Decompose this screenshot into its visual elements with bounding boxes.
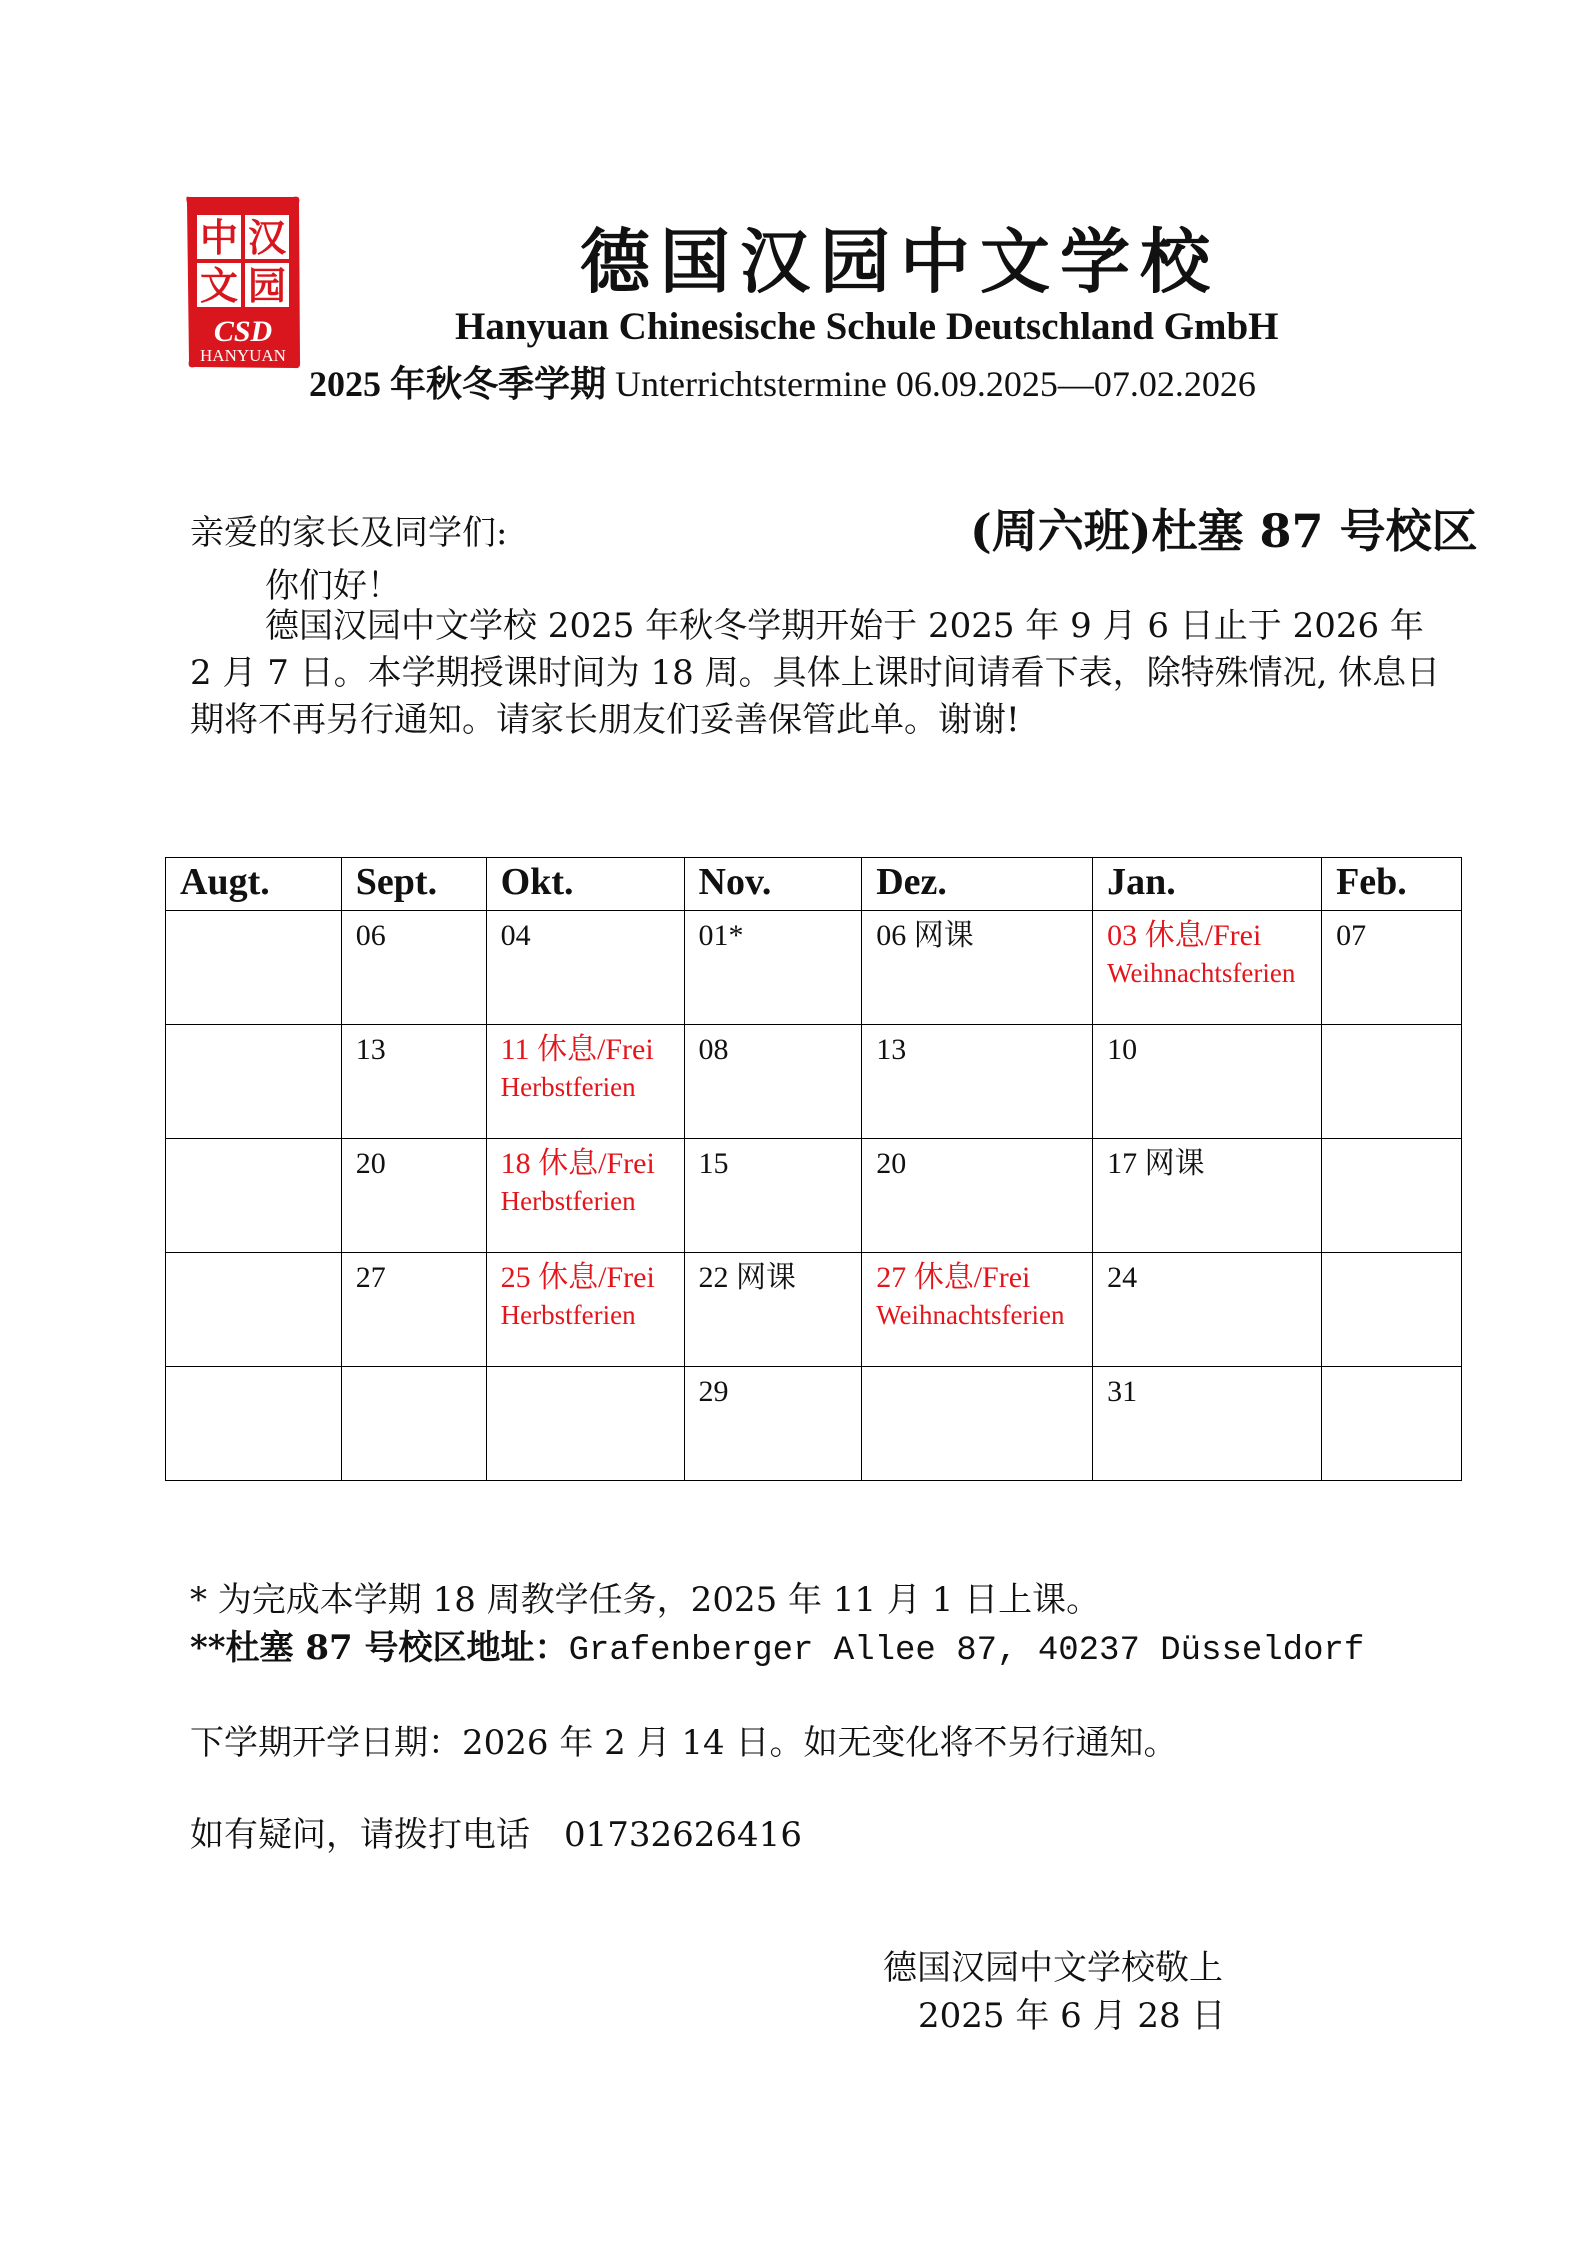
schedule-cell: [862, 1253, 1093, 1367]
schedule-row: [166, 1025, 1462, 1139]
cell-holiday-note: Herbstferien: [500, 1072, 636, 1102]
schedule-cell: [1093, 1253, 1322, 1367]
school-logo: [183, 193, 303, 371]
cell-date: 18 休息/Frei: [500, 1147, 655, 1180]
logo-char: 汉: [247, 216, 287, 260]
next-term-date: 下学期开学日期：2026 年 2 月 14 日。如无变化将不另行通知。: [190, 1723, 1178, 1763]
cell-holiday-note: Weihnachtsferien: [1107, 958, 1296, 988]
signature-date: 2025 年 6 月 28 日: [918, 1996, 1226, 2036]
schedule-cell: [166, 1025, 342, 1139]
cell-date: 07: [1336, 919, 1367, 952]
term-label: 2025 年秋冬季学期: [309, 364, 607, 404]
logo-char: 文: [199, 264, 239, 308]
cell-date: 17 网课: [1107, 1147, 1205, 1180]
schedule-cell: [684, 1367, 862, 1481]
schedule-cell: [486, 1025, 684, 1139]
schedule-cell: [684, 1025, 862, 1139]
school-title: 德国汉园中文学校: [580, 220, 1220, 303]
schedule-row: [166, 911, 1462, 1025]
hello-line: 你们好！: [265, 566, 401, 606]
logo-mark: CSD: [213, 315, 273, 348]
schedule-cell: [166, 911, 342, 1025]
schedule-cell: [166, 1367, 342, 1481]
schedule-row: [166, 1253, 1462, 1367]
schedule-cell: [1322, 1139, 1462, 1253]
school-subtitle: Hanyuan Chinesische Schule Deutschland GmbH: [455, 305, 1279, 348]
schedule-cell: [1093, 911, 1322, 1025]
term-line: [309, 356, 1256, 407]
schedule-cell: [486, 911, 684, 1025]
schedule-header-row: [166, 858, 1462, 911]
cell-holiday-note: Weihnachtsferien: [876, 1300, 1065, 1330]
schedule-cell: [1322, 1025, 1462, 1139]
schedule-cell: [1322, 1253, 1462, 1367]
schedule-cell: [341, 1253, 486, 1367]
cell-date: 25 休息/Frei: [500, 1261, 655, 1294]
schedule-cell: [1322, 911, 1462, 1025]
schedule-cell: [684, 911, 862, 1025]
signature: 德国汉园中文学校敬上: [883, 1948, 1223, 1988]
term-dates: Unterrichtstermine 06.09.2025—07.02.2026: [606, 364, 1256, 404]
schedule-row: [166, 1367, 1462, 1481]
schedule-cell: [486, 1253, 684, 1367]
cell-date: 11 休息/Frei: [500, 1033, 654, 1066]
cell-date: 20: [355, 1147, 386, 1180]
schedule-cell: [486, 1139, 684, 1253]
cell-date: 13: [355, 1033, 386, 1066]
contact-phone: 如有疑问，请拨打电话 01732626416: [190, 1815, 802, 1855]
cell-holiday-note: Herbstferien: [500, 1186, 636, 1216]
cell-date: 27 休息/Frei: [876, 1261, 1031, 1294]
schedule-cell: [862, 1139, 1093, 1253]
schedule-cell: [1093, 1367, 1322, 1481]
schedule-cell: [486, 1367, 684, 1481]
month-header: Jan.: [1093, 858, 1322, 911]
logo-name: HANYUAN: [200, 346, 286, 365]
schedule-cell: [862, 1025, 1093, 1139]
cell-date: 13: [876, 1033, 907, 1066]
month-header: Feb.: [1322, 858, 1462, 911]
greeting: 亲爱的家长及同学们:: [190, 513, 508, 553]
cell-date: 01*: [698, 919, 744, 952]
cell-date: 20: [876, 1147, 907, 1180]
cell-date: 22 网课: [698, 1261, 796, 1294]
month-header: Okt.: [486, 858, 684, 911]
schedule-cell: [1322, 1367, 1462, 1481]
cell-holiday-note: Herbstferien: [500, 1300, 636, 1330]
cell-date: 31: [1107, 1375, 1138, 1408]
cell-date: 24: [1107, 1261, 1138, 1294]
cell-date: 29: [698, 1375, 729, 1408]
schedule-cell: [341, 1139, 486, 1253]
campus-heading: (周六班)杜塞 87 号校区: [970, 504, 1478, 558]
address-value: Grafenberger Allee 87, 40237 Düsseldorf: [568, 1632, 1365, 1670]
schedule-cell: [862, 911, 1093, 1025]
footnote-extra-class: * 为完成本学期 18 周教学任务，2025 年 11 月 1 日上课。: [190, 1580, 1101, 1620]
cell-date: 03 休息/Frei: [1107, 919, 1262, 952]
schedule-cell: [166, 1139, 342, 1253]
cell-date: 08: [698, 1033, 729, 1066]
month-header: Dez.: [862, 858, 1093, 911]
schedule-cell: [862, 1367, 1093, 1481]
address-label: **杜塞 87 号校区地址：: [190, 1628, 569, 1668]
month-header: Sept.: [341, 858, 486, 911]
cell-date: 27: [355, 1261, 386, 1294]
footnote-campus-address: [190, 1620, 1364, 1670]
schedule-cell: [341, 1025, 486, 1139]
intro-paragraph: 德国汉园中文学校 2025 年秋冬学期开始于 2025 年 9 月 6 日止于 2026 年 2 月 7 日。本学期授课时间为 18 周。具体上课时间请看下表，除特殊情况, 休息日期将不再另行通知。请家长朋友们妥善保管此单。谢谢!: [190, 606, 1441, 740]
schedule-cell: [1093, 1139, 1322, 1253]
schedule-cell: [684, 1253, 862, 1367]
schedule-cell: [166, 1253, 342, 1367]
schedule-cell: [1093, 1025, 1322, 1139]
month-header: Nov.: [684, 858, 862, 911]
schedule-cell: [684, 1139, 862, 1253]
schedule-table: [165, 857, 1462, 1481]
month-header: Augt.: [166, 858, 342, 911]
cell-date: 10: [1107, 1033, 1138, 1066]
logo-char: 园: [247, 264, 287, 308]
cell-date: 06: [355, 919, 386, 952]
schedule-row: [166, 1139, 1462, 1253]
logo-char: 中: [199, 216, 239, 260]
schedule-cell: [341, 1367, 486, 1481]
cell-date: 04: [500, 919, 531, 952]
schedule-cell: [341, 911, 486, 1025]
cell-date: 06 网课: [876, 919, 974, 952]
cell-date: 15: [698, 1147, 729, 1180]
